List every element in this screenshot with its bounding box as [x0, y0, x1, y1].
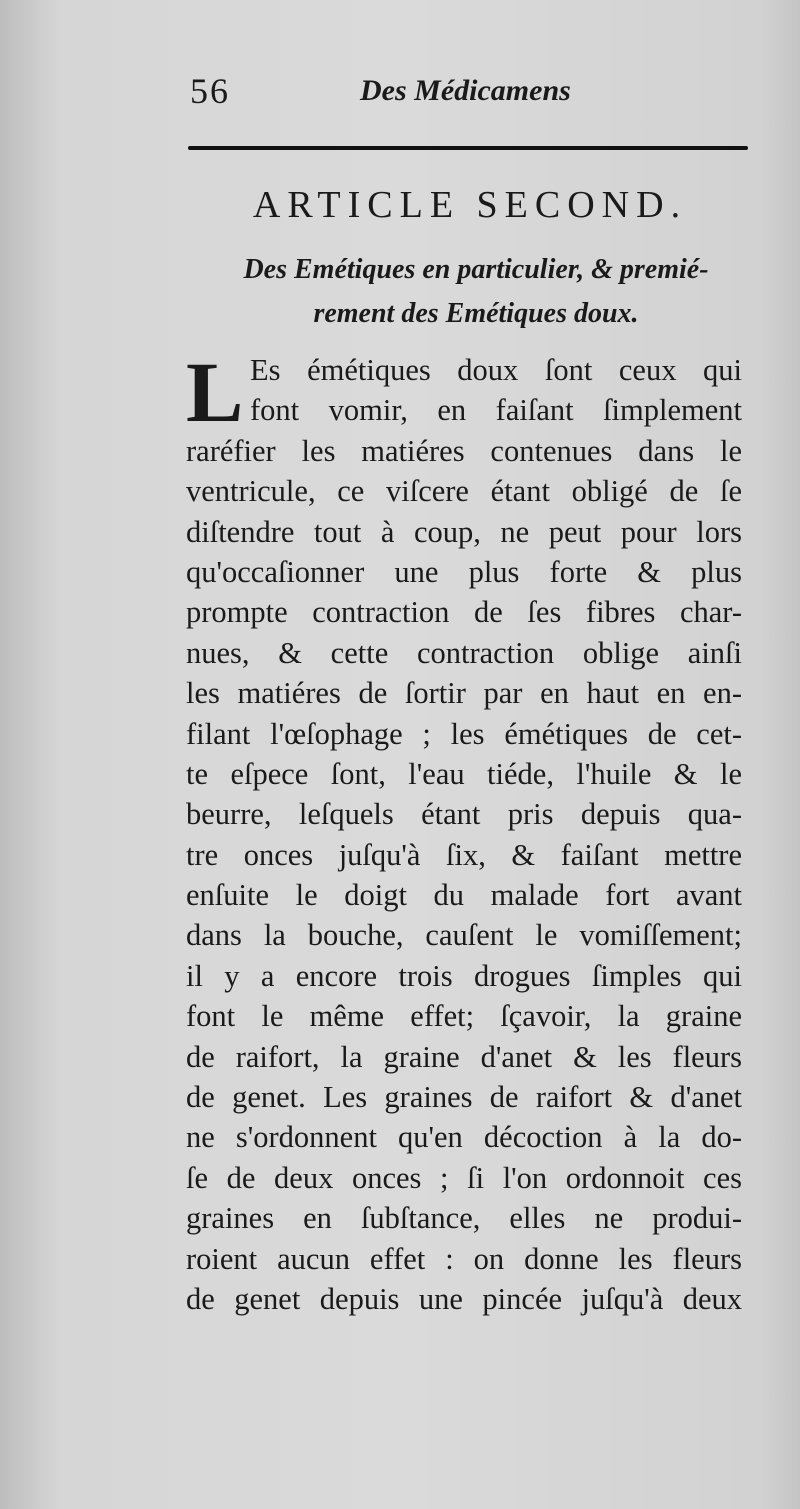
subtitle-line: rement des Emétiques doux.: [313, 298, 639, 329]
running-title: Des Médicamens: [360, 74, 571, 107]
text-line: roient aucun effet : on donne les fleurs: [186, 1241, 742, 1276]
text-line: Es émétiques doux ſont ceux qui: [250, 353, 742, 387]
text-line: qu'occaſionner une plus forte & plus: [186, 554, 742, 589]
text-line: font le même effet; ſçavoir, la graine: [186, 999, 742, 1034]
running-head: [190, 70, 750, 120]
text-line: raréfier les matiéres contenues dans le: [186, 433, 742, 468]
text-line: prompte contraction de ſes fibres char-: [186, 595, 742, 630]
article-subtitle: [190, 248, 762, 336]
text-line: nues, & cette contraction oblige ainſi: [186, 635, 742, 670]
body-text: [186, 344, 742, 1319]
text-line: il y a encore trois drogues ſimples qui: [186, 958, 742, 993]
text-line: graines en ſubſtance, elles ne produi-: [186, 1201, 742, 1236]
drop-cap: L: [186, 344, 244, 440]
text-line: filant l'œſophage ; les émétiques de cet-: [186, 716, 742, 751]
text-line: ſe de deux onces ; ſi l'on ordonnoit ces: [186, 1160, 742, 1195]
text-line: tre onces juſqu'à ſix, & faiſant mettre: [186, 837, 742, 872]
text-line: de genet. Les graines de raifort & d'anet: [186, 1080, 742, 1115]
text-line: dans la bouche, cauſent le vomiſſement;: [186, 918, 742, 953]
text-line: diſtendre tout à coup, ne peut pour lors: [186, 514, 742, 549]
text-line: de genet depuis une pincée juſqu'à deux: [186, 1281, 742, 1316]
text-line: les matiéres de ſortir par en haut en en-: [186, 676, 742, 711]
article-heading: ARTICLE SECOND.: [252, 184, 688, 226]
text-line: enſuite le doigt du malade fort avant: [186, 878, 742, 913]
page-number: 56: [190, 71, 230, 111]
subtitle-line: Des Emétiques en particulier, & premié-: [243, 254, 709, 285]
text-line: font vomir, en faiſant ſimplement: [250, 393, 742, 428]
text-line: beurre, leſquels étant pris depuis qua-: [186, 797, 742, 832]
text-line: ne s'ordonnent qu'en décoction à la do-: [186, 1120, 742, 1155]
text-line: te eſpece ſont, l'eau tiéde, l'huile & le: [186, 756, 742, 791]
header-rule: [188, 146, 748, 150]
text-line: ventricule, ce viſcere étant obligé de ſe: [186, 474, 742, 509]
text-line: de raifort, la graine d'anet & les fleurs: [186, 1039, 742, 1074]
